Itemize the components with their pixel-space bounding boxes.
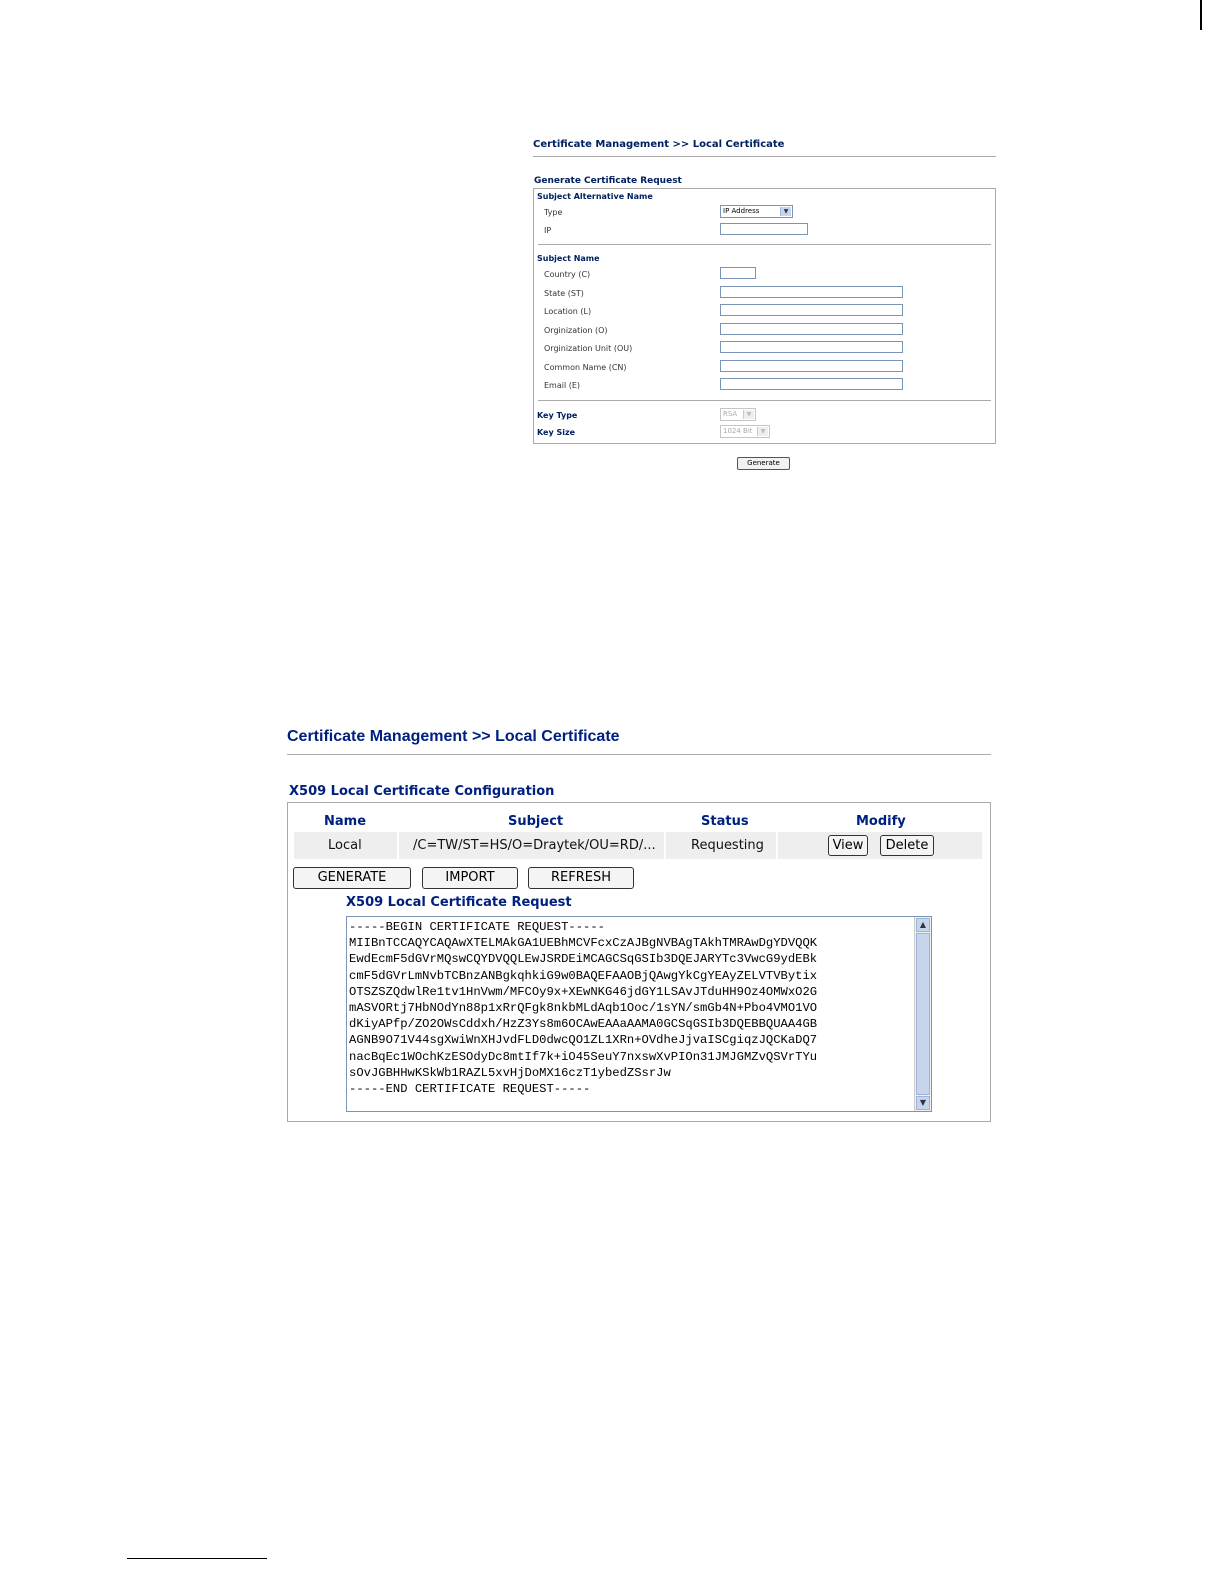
column-header-modify: Modify xyxy=(856,814,906,829)
scroll-up-icon[interactable]: ▲ xyxy=(916,918,930,932)
cell-separator xyxy=(776,832,778,859)
title-divider xyxy=(287,754,991,755)
generate-button[interactable]: Generate xyxy=(737,457,790,470)
refresh-button[interactable]: REFRESH xyxy=(528,867,634,889)
column-header-name: Name xyxy=(324,814,367,829)
cell-separator xyxy=(664,832,666,859)
section-title: X509 Local Certificate Configuration xyxy=(289,784,555,799)
divider xyxy=(538,400,991,401)
chevron-down-icon: ▼ xyxy=(780,207,791,216)
email-input[interactable] xyxy=(720,378,903,390)
import-button[interactable]: IMPORT xyxy=(422,867,518,889)
location-label: Location (L) xyxy=(544,307,592,316)
cell-separator xyxy=(397,832,399,859)
ip-input[interactable] xyxy=(720,223,808,235)
chevron-down-icon: ▼ xyxy=(743,410,754,419)
organization-unit-label: Orginization Unit (OU) xyxy=(544,344,633,353)
organization-input[interactable] xyxy=(720,323,903,335)
local-certificate-screenshot xyxy=(287,728,991,1128)
key-size-select[interactable] xyxy=(720,425,770,438)
page-title: Certificate Management >> Local Certificate xyxy=(533,139,785,150)
request-title: X509 Local Certificate Request xyxy=(346,895,572,910)
key-size-label: Key Size xyxy=(537,428,576,437)
column-header-subject: Subject xyxy=(508,814,564,829)
generate-request-screenshot xyxy=(533,138,996,467)
type-label: Type xyxy=(544,208,563,217)
view-button[interactable]: View xyxy=(828,835,868,856)
column-header-status: Status xyxy=(701,814,749,829)
chevron-down-icon: ▼ xyxy=(757,427,768,436)
location-input[interactable] xyxy=(720,304,903,316)
state-label: State (ST) xyxy=(544,289,584,298)
divider xyxy=(538,244,991,245)
row-subject: /C=TW/ST=HS/O=Draytek/OU=RD/... xyxy=(413,838,656,853)
delete-button[interactable]: Delete xyxy=(880,835,934,856)
section-title: Generate Certificate Request xyxy=(534,176,682,186)
title-divider xyxy=(533,156,996,157)
row-name: Local xyxy=(328,838,362,853)
certificate-config-panel xyxy=(287,802,991,1122)
ip-label: IP xyxy=(544,226,552,235)
generate-button[interactable]: GENERATE xyxy=(293,867,411,889)
key-type-value: RSA xyxy=(723,410,738,418)
request-form xyxy=(533,188,996,444)
organization-label: Orginization (O) xyxy=(544,326,608,335)
footnote-rule xyxy=(127,1558,267,1559)
scroll-down-icon[interactable]: ▼ xyxy=(916,1096,930,1110)
state-input[interactable] xyxy=(720,286,903,298)
subject-name-header: Subject Name xyxy=(537,254,600,263)
type-select-value: IP Address xyxy=(723,207,760,215)
row-status: Requesting xyxy=(691,838,764,853)
certificate-request-textarea[interactable] xyxy=(346,916,932,1112)
email-label: Email (E) xyxy=(544,381,581,390)
type-select[interactable] xyxy=(720,205,793,218)
page-edge-line xyxy=(1200,0,1202,30)
scroll-thumb[interactable] xyxy=(916,933,930,1095)
page-title: Certificate Management >> Local Certificate xyxy=(287,728,620,745)
common-name-label: Common Name (CN) xyxy=(544,363,627,372)
organization-unit-input[interactable] xyxy=(720,341,903,353)
certificate-request-text: -----BEGIN CERTIFICATE REQUEST----- MIIBnTCCAQYCAQAwXTELMAkGA1UEBhMCVFcxCzAJBgNVBAgTAkhTMRAwDgYDVQQK EwdEcmF5dGVrMQswCQYDVQQLEwJSRDEiMCAGCSqGSIb3DQEJARYTc3VwcG9ydEBk cmF5dGVrLmNvbTCBnzANBgkqhkiG9w0BAQEFAAOBjQAwgYkCgYEAyZELVTVBytix OTSZSZQdwlRe1tv1HnVwm/MFCOy9x+XEwNKG46jdGY1LSAvJTduHH9Oz4OMWxO2G mASVORtj7HbNOdYn88p1xRrQFgk8nkbMLdAqb1Ooc/1sYN/smGb4N+Pbo4VMO1VO dKiyAPfp/ZO2OWsCddxh/HzZ3Ys8m6OCAwEAAaAAMA0GCSqGSIb3DQEBBQUAA4GB AGNB9O71V44sgXwiWnXHJvdFLD0dwcQO1ZL1XRn+OVdheJjvaISCgiqzJQCKaDQ7 nacBqEc1WOchKzESOdyDc8mtIf7k+iO45SeuY7nxswXvPIOn31JMJGMZvQSVrTYu sOvJGBHHwKSkWb1RAZL5xvHjDoMX16czT1ybedZSsrJw -----END CERTIFICATE REQUEST----- xyxy=(349,920,818,1097)
san-header: Subject Alternative Name xyxy=(537,192,653,201)
key-type-select[interactable] xyxy=(720,408,756,421)
country-label: Country (C) xyxy=(544,270,591,279)
key-size-value: 1024 Bit xyxy=(723,427,753,435)
key-type-label: Key Type xyxy=(537,411,578,420)
country-input[interactable] xyxy=(720,267,756,279)
vertical-scrollbar[interactable] xyxy=(914,917,931,1111)
common-name-input[interactable] xyxy=(720,360,903,372)
